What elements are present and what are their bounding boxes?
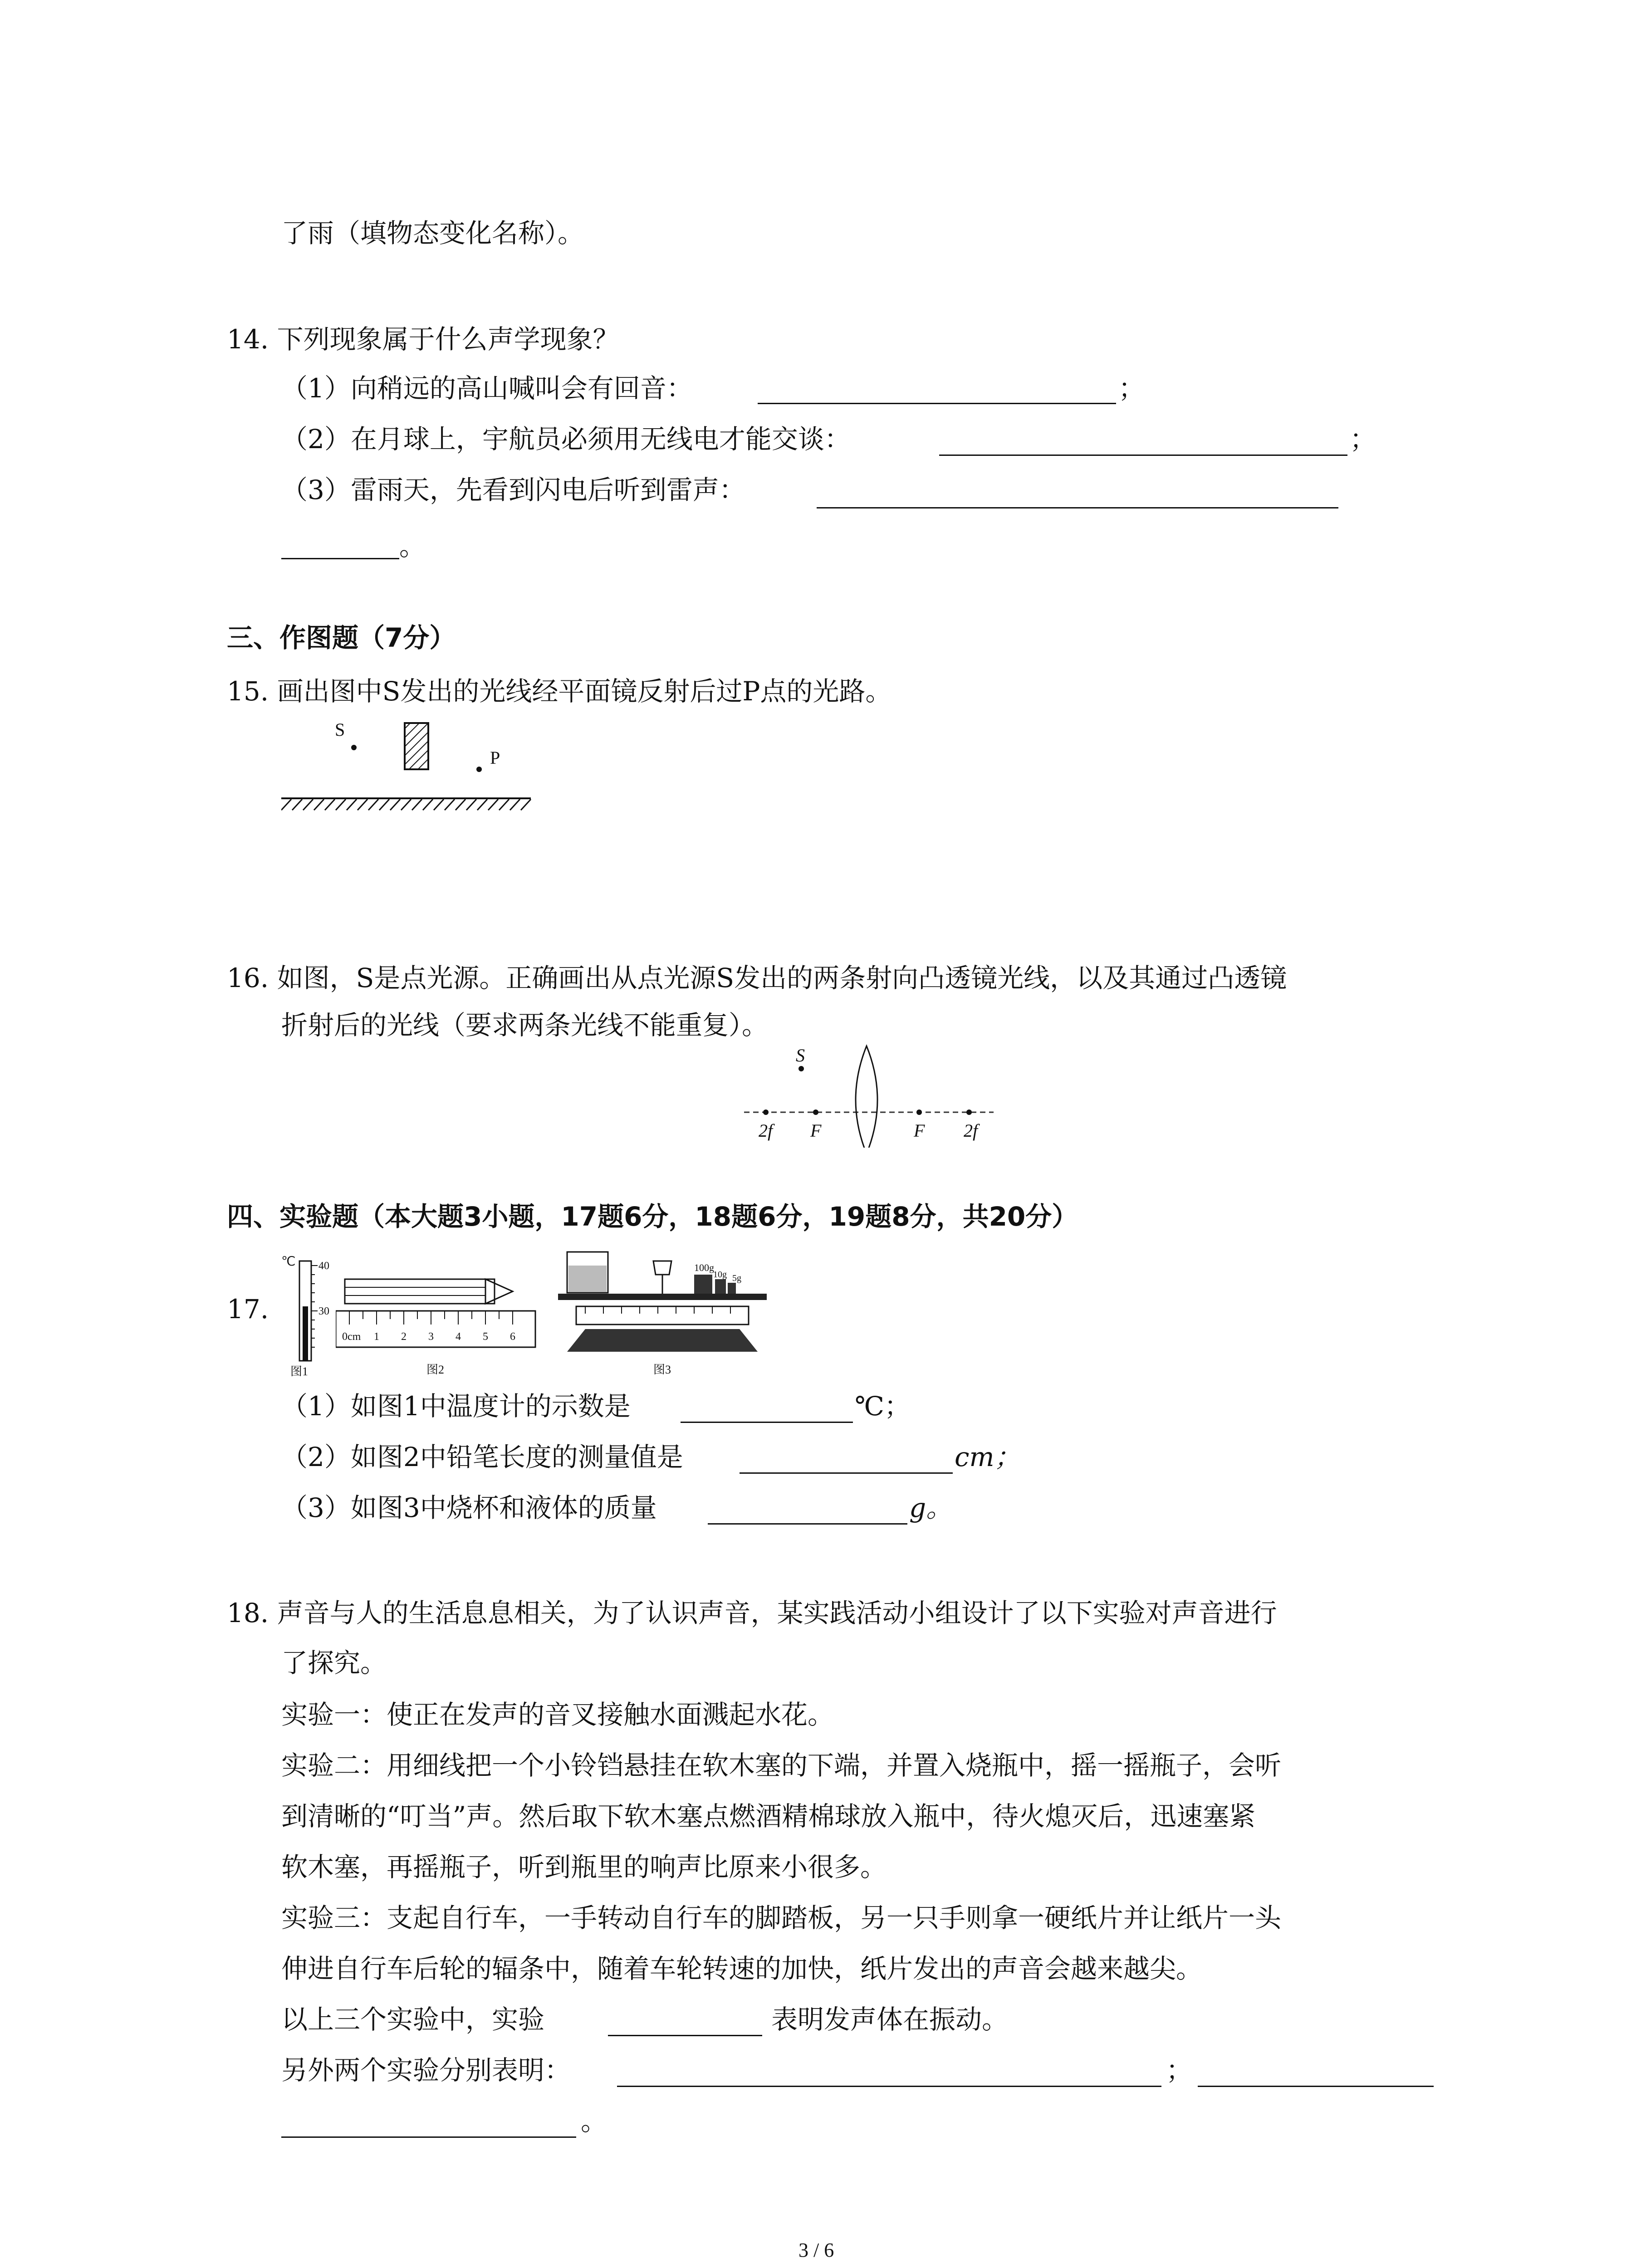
- q17-fig2-tick-4: 4: [456, 1331, 461, 1343]
- q15-label-p: P: [490, 748, 500, 768]
- q17-part3-unit: g。: [909, 1492, 953, 1523]
- q17-fig3-weight-100g: 100g: [694, 1262, 714, 1273]
- q18-ask2-end: 。: [581, 2106, 607, 2136]
- q18-line1: 18. 声音与人的生活息息相关，为了认识声音，某实践活动小组设计了以下实验对声音进行: [227, 1598, 1277, 1628]
- q18-ask1-b: 表明发声体在振动。: [771, 2004, 1009, 2035]
- q18-answer-blank-1[interactable]: [608, 2035, 762, 2036]
- q17-balance-pointer: [653, 1261, 671, 1275]
- q17-part1-unit: ℃；: [855, 1391, 911, 1422]
- q18-exp1: 实验一：使正在发声的音叉接触水面溅起水花。: [281, 1699, 834, 1730]
- q18-exp2-l3: 软木塞，再摇瓶子，听到瓶里的响声比原来小很多。: [281, 1852, 887, 1882]
- q18-ask2-mid: ；: [1166, 2055, 1193, 2086]
- q17-weight-5g: [728, 1283, 736, 1294]
- q18-answer-blank-3b[interactable]: [281, 2136, 576, 2138]
- q18-exp2-l2: 到清晰的“叮当”声。然后取下软木塞点燃酒精棉球放入瓶中，待火熄灭后，迅速塞紧: [281, 1801, 1256, 1832]
- q17-fig1-tick-30: 30: [318, 1305, 329, 1317]
- q16-label-2f-right: 2f: [964, 1120, 978, 1141]
- q15-label-s: S: [335, 719, 345, 740]
- q17-fig1-caption: 图1: [290, 1365, 309, 1378]
- q16-label-f-right: F: [914, 1120, 925, 1141]
- q17-answer-blank-1[interactable]: [681, 1422, 853, 1423]
- q18-answer-blank-3a[interactable]: [1198, 2086, 1434, 2087]
- q17-part2-unit: cm；: [955, 1442, 1021, 1472]
- q17-fig1-tick-40: 40: [318, 1260, 329, 1272]
- q16-label-f-left: F: [810, 1120, 822, 1141]
- q17-ruler: [336, 1311, 535, 1347]
- q18-exp3-l2: 伸进自行车后轮的辐条中，随着车轮转速的加快，纸片发出的声音会越来越尖。: [281, 1953, 1203, 1984]
- q17-fig2-pencil-ruler: [336, 1266, 540, 1379]
- q15-point-s: [351, 745, 357, 750]
- q17-fig2-tick-2: 2: [401, 1331, 407, 1343]
- q15-mirror-hatching: [281, 799, 531, 810]
- q17-fig1-unit: ℃: [281, 1255, 296, 1269]
- q16-convex-lens: [856, 1046, 877, 1148]
- q17-weight-100g: [694, 1275, 712, 1294]
- q17-thermometer-liquid: [303, 1306, 308, 1361]
- q18-answer-blank-2[interactable]: [617, 2086, 1161, 2087]
- q14-answer-blank-1[interactable]: [758, 403, 1116, 404]
- q17-balance-beam: [576, 1306, 749, 1325]
- q14-answer-blank-3b[interactable]: [281, 558, 399, 559]
- q14-part1-end: ；: [1118, 373, 1145, 404]
- q17-fig2-caption: 图2: [426, 1363, 445, 1376]
- q17-fig2-tick-3: 3: [428, 1331, 434, 1343]
- q17-fig2-tick-6: 6: [510, 1331, 515, 1343]
- q13-tail: 了雨（填物态变化名称）。: [281, 218, 584, 249]
- q16-line1: 16. 如图，S是点光源。正确画出从点光源S发出的两条射向凸透镜光线，以及其通过凸透镜: [227, 963, 1287, 993]
- q16-point-f-right: [916, 1110, 922, 1115]
- q16-label-2f-left: 2f: [759, 1120, 773, 1141]
- q17-pencil-tip: [485, 1279, 513, 1304]
- q14-part2-end: ；: [1350, 424, 1376, 455]
- q17-fig1-thermometer: [281, 1252, 331, 1379]
- q16-convex-lens-figure: [744, 1043, 998, 1148]
- q14-answer-blank-2[interactable]: [939, 455, 1347, 456]
- q15-obstacle: [405, 723, 428, 769]
- q16-line2: 折射后的光线（要求两条光线不能重复）。: [281, 1010, 769, 1041]
- q17-fig3-balance: [558, 1243, 771, 1379]
- q14-part3-end: 。: [399, 531, 426, 562]
- q17-fig2-tick-1: 1: [374, 1331, 379, 1343]
- q16-point-s: [798, 1066, 804, 1071]
- q17-fig3-weight-5g: 5g: [732, 1273, 741, 1283]
- q18-ask2: 另外两个实验分别表明：: [281, 2055, 571, 2086]
- q17-fig3-weight-10g: 10g: [713, 1270, 727, 1280]
- q14-part1: （1）向稍远的高山喊叫会有回音：: [281, 373, 693, 404]
- q17-answer-blank-2[interactable]: [740, 1472, 953, 1474]
- q17-number: 17.: [227, 1294, 269, 1325]
- q14-part2: （2）在月球上，宇航员必须用无线电才能交谈：: [281, 424, 851, 455]
- q16-point-2f-left: [763, 1110, 769, 1115]
- q18-exp2-l1: 实验二：用细线把一个小铃铛悬挂在软木塞的下端，并置入烧瓶中，摇一摇瓶子，会听: [281, 1750, 1282, 1781]
- q15-plane-mirror-figure: [281, 717, 535, 821]
- q17-weight-10g: [715, 1279, 726, 1294]
- q16-point-f-left: [813, 1110, 818, 1115]
- q17-fig2-tick-0: 0cm: [342, 1331, 361, 1343]
- section-4-heading: 四、实验题（本大题3小题，17题6分，18题6分，19题8分，共20分）: [227, 1201, 1078, 1232]
- q15-point-p: [476, 767, 482, 772]
- q17-pencil-body: [345, 1279, 495, 1304]
- q17-fig3-caption: 图3: [653, 1363, 671, 1376]
- q16-point-2f-right: [966, 1110, 972, 1115]
- q14-stem: 14. 下列现象属于什么声学现象？: [227, 324, 619, 355]
- q17-part3: （3）如图3中烧杯和液体的质量: [281, 1492, 657, 1523]
- q16-label-s: S: [796, 1045, 805, 1066]
- q17-fig2-tick-5: 5: [483, 1331, 488, 1343]
- q14-answer-blank-3a[interactable]: [817, 507, 1338, 508]
- q14-part3: （3）雷雨天，先看到闪电后听到雷声：: [281, 474, 745, 505]
- q17-balance-base: [567, 1329, 758, 1352]
- q17-answer-blank-3[interactable]: [708, 1523, 907, 1525]
- q15-stem: 15. 画出图中S发出的光线经平面镜反射后过P点的光路。: [227, 676, 892, 707]
- q18-exp3-l1: 实验三：支起自行车，一手转动自行车的脚踏板，另一只手则拿一硬纸片并让纸片一头: [281, 1902, 1282, 1933]
- q18-ask1-a: 以上三个实验中，实验: [281, 2004, 545, 2035]
- q17-part2: （2）如图2中铅笔长度的测量值是: [281, 1442, 683, 1472]
- page-number: 3 / 6: [798, 2239, 834, 2261]
- q18-line2: 了探究。: [281, 1647, 387, 1678]
- section-3-heading: 三、作图题（7分）: [227, 622, 456, 653]
- q17-part1: （1）如图1中温度计的示数是: [281, 1391, 631, 1422]
